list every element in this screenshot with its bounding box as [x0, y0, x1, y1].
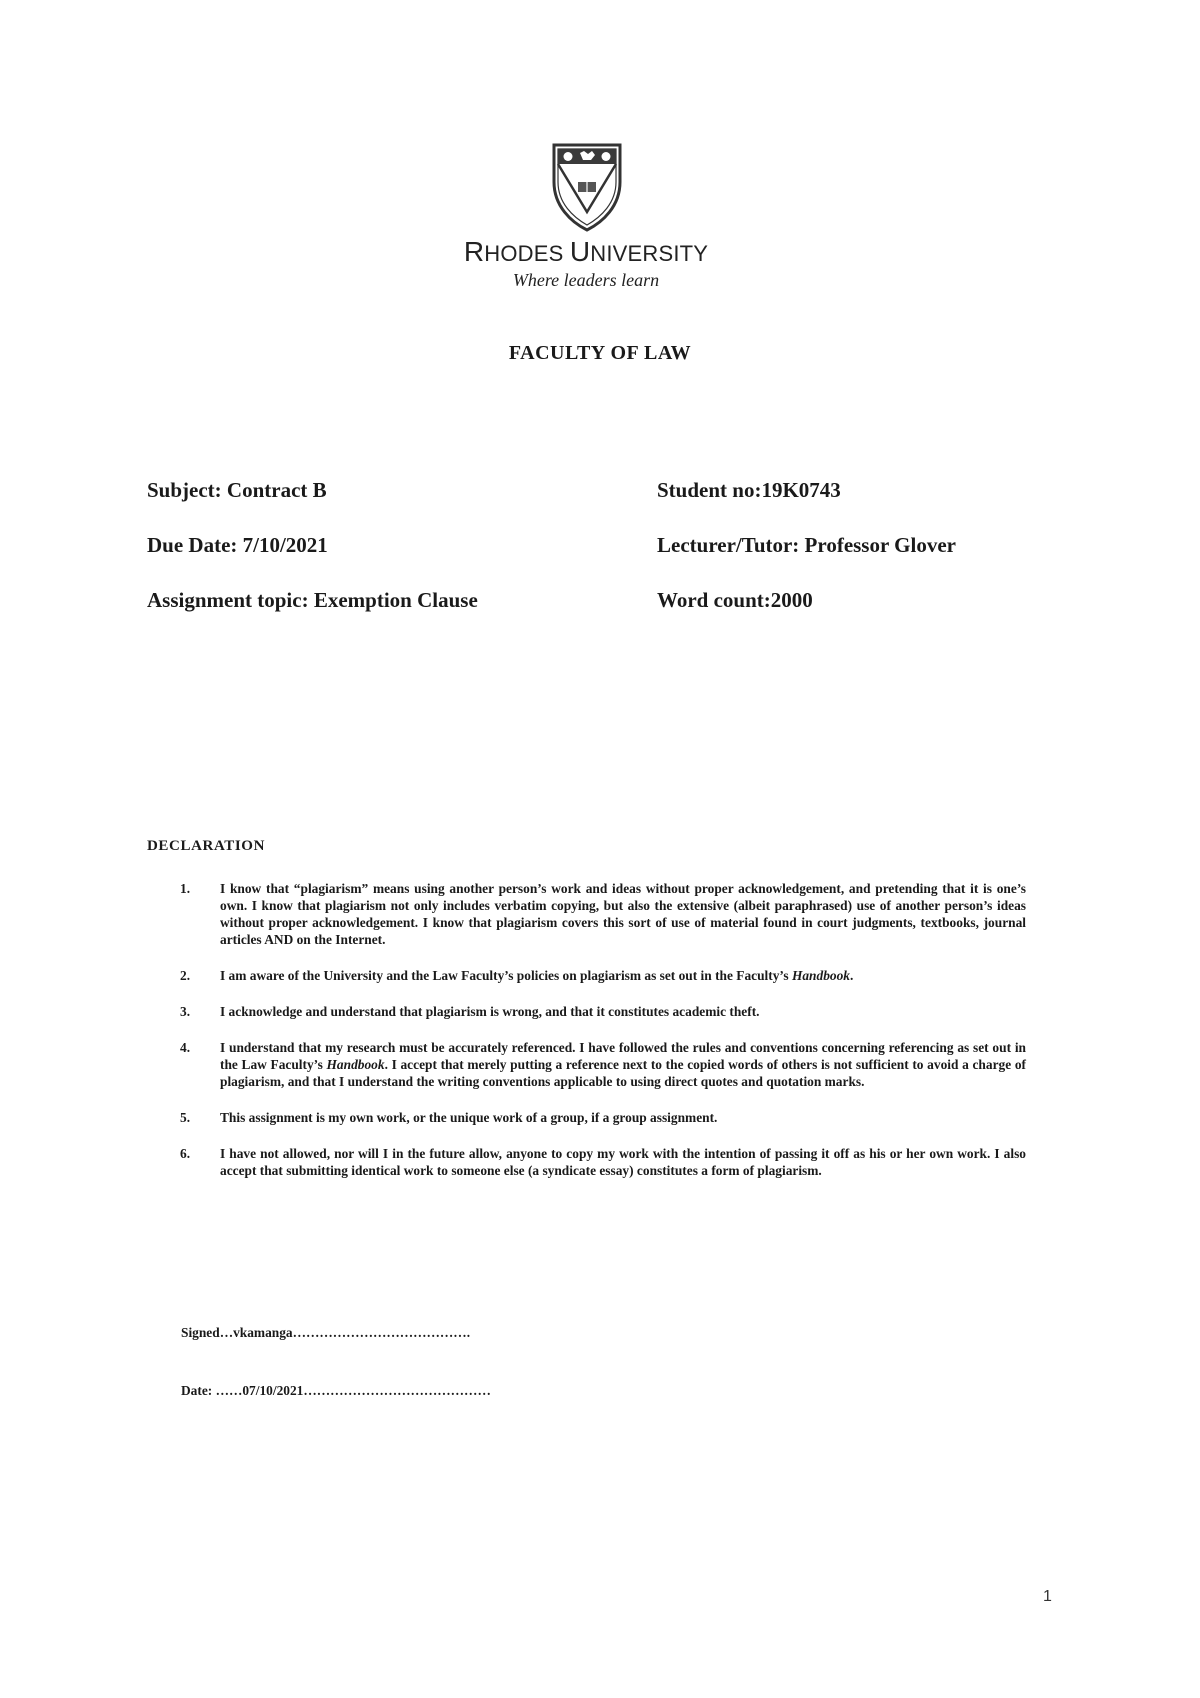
university-motto: Where leaders learn — [512, 270, 660, 290]
declaration-item-3 — [180, 1003, 1026, 1020]
declaration-item-text: I understand that my research must be accurately referenced. I have followed the rules and conventions concerning referencing as set out in the Law Faculty’s — [220, 1040, 1026, 1072]
declaration-item-number: 2. — [180, 968, 191, 983]
declaration-item-text: I am aware of the University and the Law Faculty’s policies on plagiarism as set out in the Faculty’s — [220, 968, 792, 983]
university-name-initial-1: R — [463, 236, 485, 267]
handbook-title: Handbook — [326, 1057, 385, 1072]
faculty-title: FACULTY OF LAW — [508, 342, 692, 364]
university-name-part-2: NIVERSITY — [590, 241, 709, 266]
university-name-initial-2: U — [569, 236, 591, 267]
assignment-topic-field: Assignment topic: Exemption Clause — [147, 588, 478, 612]
lecturer-field: Lecturer/Tutor: Professor Glover — [657, 533, 956, 557]
declaration-item-2 — [180, 967, 1026, 984]
declaration-item-number: 1. — [180, 881, 191, 896]
university-crest-icon — [551, 142, 623, 232]
declaration-item-text-end: . I accept that merely putting a reference next to the copied words of others is not sufficient to avoid a charge of plagiarism, and that I understand the writing conventions applicable to using direct quotes and quotation marks. — [220, 1057, 1026, 1089]
declaration-item-text: This assignment is my own work, or the unique work of a group, if a group assignment. — [220, 1110, 718, 1125]
university-logo — [455, 140, 717, 292]
due-date-field: Due Date: 7/10/2021 — [147, 533, 328, 557]
declaration-item-4 — [180, 1039, 1026, 1090]
declaration-heading: DECLARATION — [147, 838, 266, 854]
declaration-item-text: I know that “plagiarism” means using another person’s work and ideas without proper acknowledgement, and pretending that it is one’s own. I know that plagiarism not only includes verbatim copying, but also the extensive (albeit paraphrased) use of another person’s ideas without proper acknowledgement. I know that plagiarism covers this sort of use of material found in court judgments, textbooks, journal articles AND on the Internet. — [220, 881, 1026, 947]
handbook-title: Handbook — [791, 968, 850, 983]
page-number: 1 — [1043, 1588, 1052, 1605]
subject-field: Subject: Contract B — [147, 478, 327, 502]
declaration-item-1 — [180, 880, 1026, 948]
declaration-item-6 — [180, 1145, 1026, 1179]
declaration-list — [180, 880, 1026, 1179]
declaration-item-text: I acknowledge and understand that plagiarism is wrong, and that it constitutes academic theft. — [220, 1004, 760, 1019]
declaration-item-5 — [180, 1109, 1026, 1126]
declaration-item-text: I have not allowed, nor will I in the future allow, anyone to copy my work with the intention of passing it off as his or her own work. I also accept that submitting identical work to someone else (a syndicate essay) constitutes a form of plagiarism. — [220, 1146, 1026, 1178]
declaration-item-text-end: . — [849, 968, 854, 983]
student-number-field: Student no:19K0743 — [657, 478, 841, 502]
signature-date-line: Date: ……07/10/2021…………………………………… — [181, 1383, 491, 1398]
declaration-item-number: 4. — [180, 1040, 191, 1055]
declaration-item-number: 3. — [180, 1004, 191, 1019]
declaration-item-number: 5. — [180, 1110, 191, 1125]
university-name-part-1: HODES — [484, 241, 570, 266]
declaration-item-number: 6. — [180, 1146, 191, 1161]
university-name — [455, 236, 717, 268]
word-count-field: Word count:2000 — [657, 588, 813, 612]
signature-line: Signed…vkamanga…………………………………. — [181, 1325, 471, 1340]
